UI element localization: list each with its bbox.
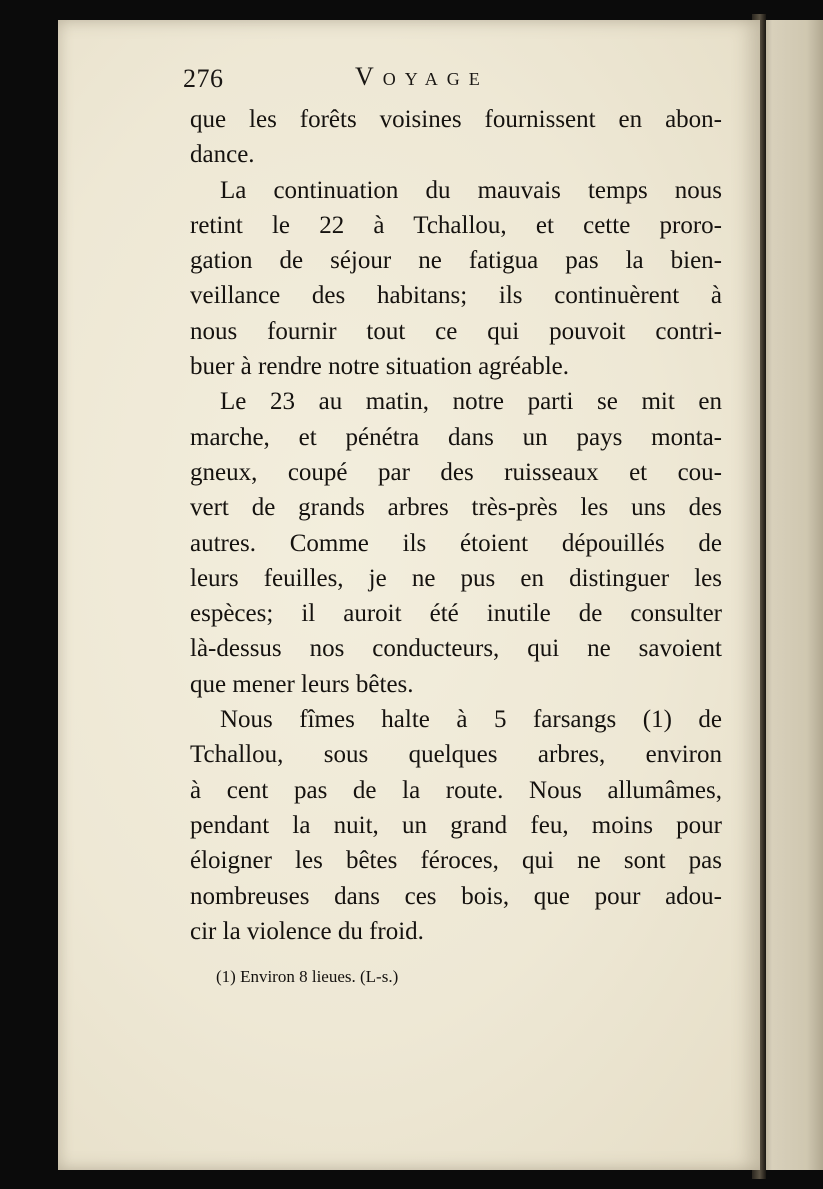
text-line: vert de grands arbres très-près les uns des bbox=[190, 494, 722, 522]
text-line: veillance des habitans; ils continuèrent à bbox=[190, 282, 722, 310]
text-line: buer à rendre notre situation agréable. bbox=[190, 353, 569, 381]
text-line: Tchallou, sous quelques arbres, environ bbox=[190, 741, 722, 769]
text-line: retint le 22 à Tchallou, et cette proro- bbox=[190, 211, 722, 239]
text-line: nombreuses dans ces bois, que pour adou- bbox=[190, 882, 722, 910]
running-header bbox=[183, 62, 663, 96]
text-line: pendant la nuit, un grand feu, moins pour bbox=[190, 811, 722, 839]
text-line: Nous fîmes halte à 5 farsangs (1) de bbox=[220, 706, 722, 734]
text-line: dance. bbox=[190, 141, 255, 169]
text-line: que mener leurs bêtes. bbox=[190, 670, 414, 698]
text-line: que les forêts voisines fournissent en abon- bbox=[190, 106, 722, 133]
text-line: éloigner les bêtes féroces, qui ne sont pas bbox=[190, 847, 722, 875]
body-text bbox=[190, 102, 722, 949]
text-line: Le 23 au matin, notre parti se mit en bbox=[220, 388, 722, 416]
text-line: à cent pas de la route. Nous allumâmes, bbox=[190, 776, 722, 804]
text-line: nous fournir tout ce qui pouvoit contri- bbox=[190, 317, 722, 345]
text-line: là-dessus nos conducteurs, qui ne savoient bbox=[190, 635, 722, 663]
text-line: cir la violence du froid. bbox=[190, 917, 424, 945]
text-line: La continuation du mauvais temps nous bbox=[220, 176, 722, 204]
text-line: leurs feuilles, je ne pus en distinguer les bbox=[190, 564, 722, 592]
page-number: 276 bbox=[183, 64, 224, 93]
adjacent-page-edge bbox=[758, 20, 823, 1170]
text-line: espèces; il auroit été inutile de consulter bbox=[190, 600, 722, 628]
text-line: autres. Comme ils étoient dépouillés de bbox=[190, 529, 722, 557]
text-line: gneux, coupé par des ruisseaux et cou- bbox=[190, 458, 722, 486]
text-line: marche, et pénétra dans un pays monta- bbox=[190, 423, 722, 451]
running-title: Voyage bbox=[355, 62, 489, 91]
footnote: (1) Environ 8 lieues. (L-s.) bbox=[216, 967, 399, 986]
text-line: gation de séjour ne fatigua pas la bien- bbox=[190, 247, 722, 275]
